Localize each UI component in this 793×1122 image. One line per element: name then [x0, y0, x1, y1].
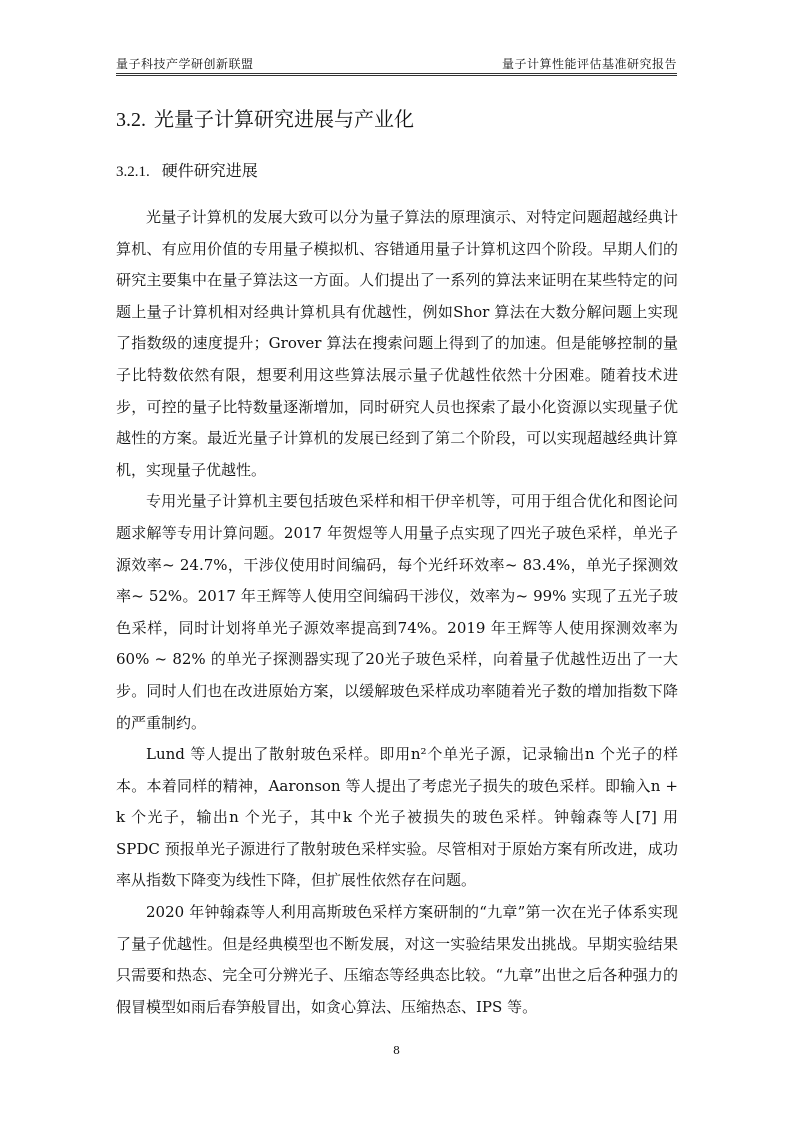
paragraph: 2020 年钟翰森等人利用高斯玻色采样方案研制的“九章”第一次在光子体系实现了量子优越性。但是经典模型也不断发展，对这一实验结果发出挑战。早期实验结果只需要和热态、完全可分辨光子、压缩态等经典态比较。“九章”出世之后各种强力的假冒模型如雨后春笋般冒出，如贪心算法、压缩热态、IPS 等。 — [116, 903, 678, 1016]
page-header — [116, 50, 677, 72]
section-title: 光量子计算研究进展与产业化 — [154, 107, 414, 131]
subsection-heading — [116, 158, 258, 181]
subsection-number: 3.2.1. — [116, 164, 150, 180]
paragraph: 光量子计算机的发展大致可以分为量子算法的原理演示、对特定问题超越经典计算机、有应用价值的专用量子模拟机、容错通用量子计算机这四个阶段。早期人们的研究主要集中在量子算法这一方面。人们提出了一系列的算法来证明在某些特定的问题上量子计算机相对经典计算机具有优越性，例如Shor 算法在大数分解问题上实现了指数级的速度提升；Grover 算法在搜索问题上得到了的加速。但是能够控制的量子比特数依然有限，想要利用这些算法展示量子优越性依然十分困难。随着技术进步，可控的量子比特数量逐渐增加，同时研究人员也探索了最小化资源以实现量子优越性的方案。最近光量子计算机的发展已经到了第二个阶段，可以实现超越经典计算机，实现量子优越性。 — [116, 208, 678, 479]
section-heading — [116, 103, 414, 132]
header-rule-secondary — [116, 75, 677, 76]
header-left-title: 量子科技产学研创新联盟 — [116, 57, 254, 71]
paragraph: Lund 等人提出了散射玻色采样。即用n²个单光子源，记录输出n 个光子的样本。本着同样的精神，Aaronson 等人提出了考虑光子损失的玻色采样。即输入n + k 个光子，输出n 个光子，其中k 个光子被损失的玻色采样。钟翰森等人[7] 用SPDC 预报单光子源进行了散射玻色采样实验。尽管相对于原始方案有所改进，成功率从指数下降变为线性下降，但扩展性依然存在问题。 — [116, 745, 678, 890]
page-number: 8 — [393, 1044, 400, 1057]
paragraph: 专用光量子计算机主要包括玻色采样和相干伊辛机等，可用于组合优化和图论问题求解等专用计算问题。2017 年贺煜等人用量子点实现了四光子玻色采样，单光子源效率~ 24.7%，干涉仪使用时间编码，每个光纤环效率~ 83.4%，单光子探测效率~ 52%。2017 年王辉等人使用空间编码干涉仪，效率为~ 99% 实现了五光子玻色采样，同时计划将单光子源效率提高到74%。2019 年王辉等人使用探测效率为60% ~ 82% 的单光子探测器实现了20光子玻色采样，向着量子优越性迈出了一大步。同时人们也在改进原始方案，以缓解玻色采样成功率随着光子数的增加指数下降的严重制约。 — [116, 492, 678, 732]
body-text — [116, 202, 678, 1023]
section-number: 3.2. — [116, 109, 146, 131]
subsection-title: 硬件研究进展 — [161, 161, 258, 180]
header-rule — [116, 73, 677, 74]
header-right-title: 量子计算性能评估基准研究报告 — [501, 57, 677, 71]
